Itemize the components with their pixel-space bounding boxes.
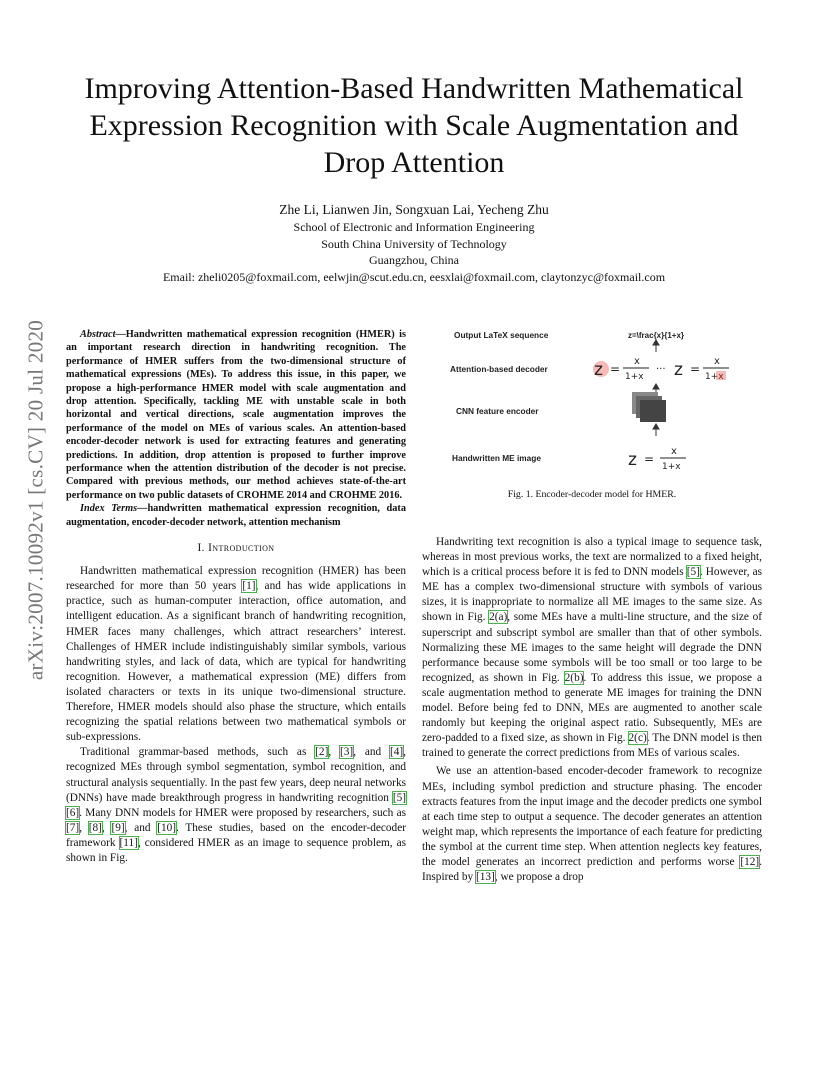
figure-reference-link[interactable]: [11]: [119, 836, 138, 849]
section-number: I.: [197, 542, 209, 555]
label-handwritten-input: Handwritten ME image: [452, 453, 541, 463]
figure-1-encoder-decoder: [426, 322, 746, 482]
index-terms-lead: Index Terms: [80, 503, 138, 515]
decoder-num-1: x: [634, 356, 640, 367]
right-paragraph-1: Handwriting text recognition is also a typical image to sequence task, whereas in most previous works, the text are normalized to a fixed height, which is a critical process before it is fed to DNN models [5]. However, as ME has a complex two-dimensional structure with symbols of various sizes, it is inappropriate to normalize all ME images to the same size. As shown in Fig. 2(a), some MEs have a multi-line structure, and the size of superscript and subscript symbol are smaller than that of other symbols. Normalizing these ME images to the same height will degrade the DNN performance because some symbols will be too small or too large to be recognized, as shown in Fig. 2(b). To address this issue, we propose a scale augmentation method to generate ME images for training the DNN model. Before being fed to DNN, MEs are augmented to another scale randomly but keeping the original aspect ratio. Subsequently, MEs are zero-padded to a fixed size, as shown in Fig. 2(c). The DNN model is then trained to generate the correct predictions from MEs of various scales.: [422, 536, 762, 760]
arxiv-identifier: arXiv:2007.10092v1 [cs.CV] 20 Jul 2020: [23, 319, 48, 681]
figure-reference-link[interactable]: 2(b): [564, 671, 584, 684]
input-den: 1+x: [662, 462, 681, 472]
label-cnn-encoder: CNN feature encoder: [456, 406, 539, 416]
citation-link[interactable]: [5]: [686, 566, 700, 579]
arrowhead-encoder-icon: [653, 424, 659, 429]
decoder-symbol-z-1: z: [594, 360, 603, 380]
citation-link[interactable]: [9]: [111, 821, 125, 834]
intro-paragraph-2: Traditional grammar-based methods, such as [2], [3], and [4], recognized MEs through symbol segmentation, symbol recognition, and structural analysis sequentially. In the past few years, deep neural networks (DNNs) have made breakthrough progress in handwriting recognition [5] [6]. Many DNN models for HMER were proposed by researchers, such as [7], [8], [9], and [10]. These studies, based on the encoder-decoder framework [11], considered HMER as an image to sequence problem, as shown in Fig.: [66, 746, 406, 864]
intro-paragraph-1: Handwritten mathematical expression recognition (HMER) has been researched for more than 50 years [1], and has wide applications in practice, such as human-computer interaction, office automation, and intelligent education. As a significant branch of handwriting recognition, HMER faces many challenges, which attract researchers’ interest. Challenges of HMER include indistinguishably similar symbols, various handwriting styles, and lack of data, which are typical for handwriting recognition. However, a mathematical expression (ME) differs from isolated characters or texts in its unique two-dimensional structure. Therefore, HMER models should also phase the structure, which entails recognizing the spatial relations between two mathematical symbols or sub-expressions.: [66, 565, 406, 744]
citation-link[interactable]: [3]: [340, 746, 354, 759]
input-symbol-z: z: [628, 450, 637, 470]
input-me-image: [628, 446, 686, 472]
latex-output-text: z=\frac{x}{1+x}: [628, 331, 685, 340]
decoder-expressions: [594, 356, 729, 382]
citation-link[interactable]: [10]: [157, 821, 177, 834]
decoder-den-2: 1+x: [705, 372, 724, 382]
decoder-num-2: x: [714, 356, 720, 367]
label-output-latex: Output LaTeX sequence: [454, 330, 549, 340]
input-num: x: [671, 446, 677, 457]
abstract-text: —Handwritten mathematical expression recognition (HMER) is an important research direction in handwriting recognition. The performance of HMER suffers from the two-dimensional structure of mathematical expressions (MEs). To address this issue, in this paper, we propose a high-performance HMER model with scale augmentation and drop attention. Specifically, tackling ME with unstable scale in both horizontal and vertical directions, scale augmentation improves the performance of the model on MEs of various scales. An attention-based encoder-decoder network is used for extracting features and generating predictions. In addition, drop attention is proposed to further improve performance when the attention distribution of the decoder is not precise. Compared with previous methods, our method achieves state-of-the-art performance on two public datasets of CROHME 2014 and CROHME 2016.: [66, 329, 406, 501]
right-column: [422, 535, 762, 885]
decoder-den-1: 1+x: [625, 372, 644, 382]
abstract: [66, 328, 406, 502]
cnn-feature-maps-icon: [632, 392, 666, 422]
citation-link[interactable]: [2]: [315, 746, 329, 759]
affiliation-city: Guangzhou, China: [369, 253, 459, 267]
figure-diagram: [426, 322, 746, 482]
decoder-equals-2: =: [690, 362, 701, 376]
right-paragraph-2: We use an attention-based encoder-decoder framework to recognize MEs, including symbol prediction and structure phasing. The encoder extracts features from the input image and the decoder predicts one symbol at each time step to output a sequence. The decoder generates an attention weight map, which represents the importance of each feature for predicting the symbol at the current time step. When attention neglects key features, the model generates an incorrect prediction and performs worse [12]. Inspired by [13], we propose a drop: [422, 765, 762, 884]
attention-highlight-x: [716, 371, 726, 380]
index-terms-text: —handwritten mathematical expression recognition, data augmentation, encoder-decoder network, attention mechanism: [66, 503, 406, 528]
citation-link[interactable]: [6]: [66, 806, 80, 819]
citation-link[interactable]: [8]: [88, 821, 102, 834]
affiliation-university: South China University of Technology: [321, 236, 507, 251]
affiliation-block: [60, 219, 768, 285]
paper-title: Improving Attention-Based Handwritten Mathematical Expression Recognition with Scale Augmentation and Drop Attention: [84, 72, 744, 179]
citation-link[interactable]: [12]: [740, 855, 760, 868]
citation-link[interactable]: [4]: [389, 746, 404, 759]
left-column: [66, 328, 406, 866]
section-heading-introduction: [66, 541, 406, 556]
decoder-symbol-z-2: z: [674, 360, 683, 380]
index-terms: [66, 502, 406, 529]
section-title: Introduction: [208, 542, 275, 555]
citation-link[interactable]: [1]: [242, 580, 256, 593]
citation-link[interactable]: [5]: [392, 791, 406, 804]
decoder-equals-1: =: [610, 362, 621, 376]
affiliation-school: School of Electronic and Information Engineering: [293, 220, 535, 234]
decoder-ellipsis: ···: [656, 364, 666, 375]
citation-link[interactable]: [7]: [66, 821, 80, 834]
arrowhead-output-icon: [653, 340, 659, 345]
citation-link[interactable]: [13]: [475, 871, 495, 884]
figure-reference-link[interactable]: 2(c): [628, 732, 647, 745]
abstract-lead: Abstract: [80, 329, 116, 340]
label-attention-decoder: Attention-based decoder: [450, 364, 548, 374]
author-list: Zhe Li, Lianwen Jin, Songxuan Lai, Yecheng Zhu: [279, 202, 549, 217]
affiliation-email: Email: zheli0205@foxmail.com, eelwjin@scut.edu.cn, eesxlai@foxmail.com, claytonzyc@foxmail.com: [162, 269, 666, 284]
figure-reference-link[interactable]: 2(a): [489, 611, 508, 624]
arrowhead-decoder-icon: [653, 384, 659, 389]
input-equals: =: [644, 452, 655, 466]
figure-1-caption: Fig. 1. Encoder-decoder model for HMER.: [507, 489, 677, 500]
